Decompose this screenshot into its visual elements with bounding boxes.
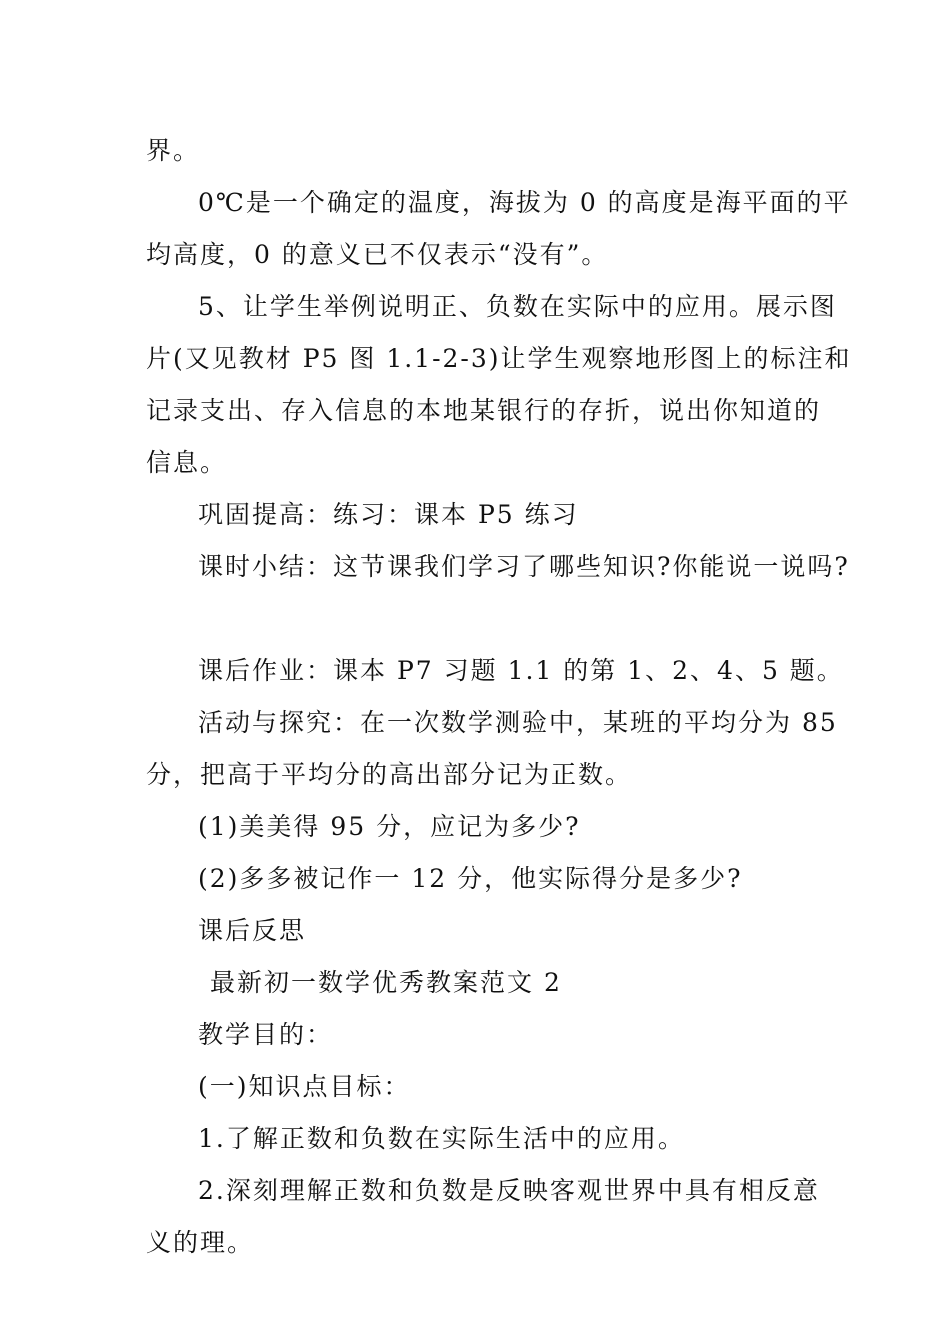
paragraph-teaching-purpose (146, 1009, 810, 1061)
text-line: (2)多多被记作一 12 分，他实际得分是多少? (198, 864, 743, 893)
text-line: 课时小结：这节课我们学习了哪些知识?你能说一说吗? (198, 552, 850, 581)
text-line: 活动与探究：在一次数学测验中，某班的平均分为 85 (198, 708, 838, 737)
paragraph-knowledge-goals (146, 1061, 810, 1113)
text-line: 最新初一数学优秀教案范文 2 (210, 968, 562, 997)
paragraph-continuation (146, 125, 810, 177)
text-line: 5、让学生举例说明正、负数在实际中的应用。展示图 (198, 292, 837, 321)
text-line: 均高度，0 的意义已不仅表示“没有”。 (146, 240, 609, 269)
section-heading (146, 957, 810, 1009)
paragraph-summary (146, 541, 850, 593)
text-line: 2.深刻理解正数和负数是反映客观世界中具有相反意 (198, 1176, 820, 1205)
paragraph-zero-meaning (146, 177, 851, 281)
paragraph-step-5 (146, 281, 852, 489)
text-line: 信息。 (146, 448, 228, 477)
text-line: 课后反思 (198, 916, 307, 945)
text-line: (一)知识点目标： (198, 1072, 411, 1101)
text-line: 0℃是一个确定的温度，海拔为 0 的高度是海平面的平 (198, 188, 851, 217)
paragraph-goal-1 (146, 1113, 810, 1165)
paragraph-question-2 (146, 853, 810, 905)
text-line: 教学目的： (198, 1020, 334, 1049)
text-line: 界。 (146, 136, 201, 165)
text-line: 分，把高于平均分的高出部分记为正数。 (146, 760, 633, 789)
paragraph-question-1 (146, 801, 810, 853)
paragraph-consolidation (146, 489, 810, 541)
paragraph-goal-2 (146, 1165, 820, 1269)
text-line: 课后作业：课本 P7 习题 1.1 的第 1、2、4、5 题。 (198, 656, 844, 685)
text-line: 片(又见教材 P5 图 1.1-2-3)让学生观察地形图上的标注和 (146, 344, 852, 373)
text-line: 1.了解正数和负数在实际生活中的应用。 (198, 1124, 685, 1153)
paragraph-activity (146, 697, 838, 801)
paragraph-reflection (146, 905, 810, 957)
paragraph-homework (146, 645, 844, 697)
text-line: 记录支出、存入信息的本地某银行的存折，说出你知道的 (146, 396, 822, 425)
text-line: (1)美美得 95 分，应记为多少? (198, 812, 581, 841)
text-line: 巩固提高：练习：课本 P5 练习 (198, 500, 579, 529)
text-line: 义的理。 (146, 1228, 255, 1257)
